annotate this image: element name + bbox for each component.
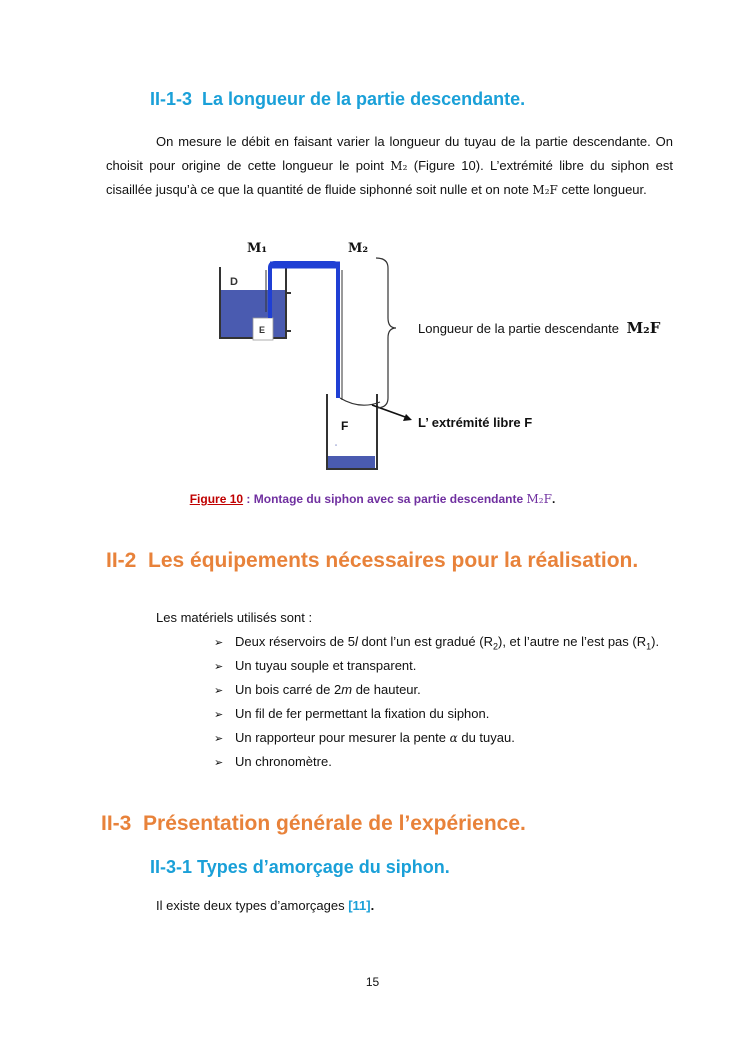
bullet-icon: ➢	[214, 709, 224, 721]
priming-end: .	[370, 898, 375, 913]
free-end-curve	[340, 398, 380, 405]
priming-intro	[156, 898, 374, 913]
label-small: ▫	[335, 443, 338, 449]
para-text-2: (Figure 10). L’extrémité libre du siphon est cisaillée jusqu’à ce que la quantité de fluide siphonné soit nulle et on note	[106, 158, 673, 197]
citation-ref[interactable]: [11]	[348, 898, 371, 913]
label-f: F	[341, 419, 349, 433]
symbol-m2f: M₂F	[532, 183, 558, 197]
heading-number: II-3	[101, 812, 132, 835]
heading-number: II-3-1	[150, 857, 193, 877]
heading-ii-2	[106, 549, 638, 573]
bullet-icon: ➢	[214, 661, 224, 673]
annotation-length-symbol: M₂F	[626, 319, 661, 337]
item-text: Un bois carré de 2	[235, 682, 342, 697]
caption-ref: Figure 10	[189, 492, 244, 506]
item-text-b: de hauteur.	[352, 682, 421, 697]
annotation-length	[418, 319, 660, 337]
bullet-icon: ➢	[214, 733, 224, 745]
bullet-icon: ➢	[214, 757, 224, 769]
sub-1: 1	[646, 641, 652, 652]
label-d: D	[230, 276, 238, 288]
item-text-c: ), et l’autre ne l’est pas (R	[498, 634, 647, 649]
heading-title: Les équipements nécessaires pour la réalisation.	[148, 549, 639, 572]
caption-sep: :	[243, 492, 254, 506]
label-e: E	[259, 325, 266, 335]
length-brace	[376, 258, 396, 408]
label-m2: M₂	[348, 241, 369, 256]
heading-number: II-1-3	[150, 89, 193, 109]
bullet-icon: ➢	[214, 685, 224, 697]
alpha-symbol: α	[449, 731, 458, 745]
caption-symbol: M₂F	[526, 492, 552, 506]
heading-ii-3-1	[150, 857, 450, 878]
annotation-length-text: Longueur de la partie descendante	[418, 321, 619, 336]
para-text-3: cette longueur.	[557, 182, 647, 197]
list-item	[214, 726, 659, 750]
annotation-free-end: L’ extrémité libre F	[418, 415, 533, 430]
item-text-b: du tuyau.	[457, 730, 515, 745]
symbol-m2: M₂	[390, 159, 408, 173]
item-text: Un tuyau souple et transparent.	[235, 658, 417, 673]
materials-list	[214, 630, 659, 774]
heading-ii-1-3	[150, 89, 525, 110]
heading-number: II-2	[106, 549, 137, 572]
item-text: Un fil de fer permettant la fixation du siphon.	[235, 706, 490, 721]
sub-2: 2	[492, 641, 498, 652]
item-text-d: ).	[651, 634, 660, 649]
priming-text: Il existe deux types d’amorçages	[156, 898, 349, 913]
heading-title: La longueur de la partie descendante.	[202, 89, 526, 109]
unit-l: l	[354, 634, 358, 649]
heading-ii-3	[101, 812, 526, 836]
paragraph-length	[106, 130, 673, 202]
label-m1: M₁	[247, 241, 268, 256]
list-item	[214, 678, 659, 702]
left-tick-1	[286, 292, 291, 294]
item-text: Deux réservoirs de 5	[235, 634, 355, 649]
caption-dot: .	[551, 492, 556, 506]
list-item	[214, 654, 659, 678]
list-item	[214, 702, 659, 726]
para-text-1: On mesure le débit en faisant varier la longueur du tuyau de la partie descendante. On choisit pour origine de cette longueur le point	[106, 134, 673, 173]
materials-intro: Les matériels utilisés sont :	[156, 610, 313, 625]
item-text: Un rapporteur pour mesurer la pente	[235, 730, 450, 745]
list-item	[214, 630, 659, 654]
item-text-b: dont l’un est gradué (R	[357, 634, 493, 649]
left-tick-2	[286, 330, 291, 332]
item-text: Un chronomètre.	[235, 754, 332, 769]
figure-caption	[0, 492, 745, 506]
bullet-icon: ➢	[214, 637, 224, 649]
caption-text: Montage du siphon avec sa partie descendante	[253, 492, 527, 506]
left-reservoir-water	[220, 290, 285, 338]
right-reservoir-water	[328, 456, 375, 468]
unit-m: m	[341, 682, 353, 697]
heading-title: Présentation générale de l’expérience.	[143, 812, 526, 835]
list-item	[214, 750, 659, 774]
heading-title: Types d’amorçage du siphon.	[197, 857, 450, 877]
siphon-figure	[200, 230, 680, 475]
page-number: 15	[365, 975, 380, 989]
